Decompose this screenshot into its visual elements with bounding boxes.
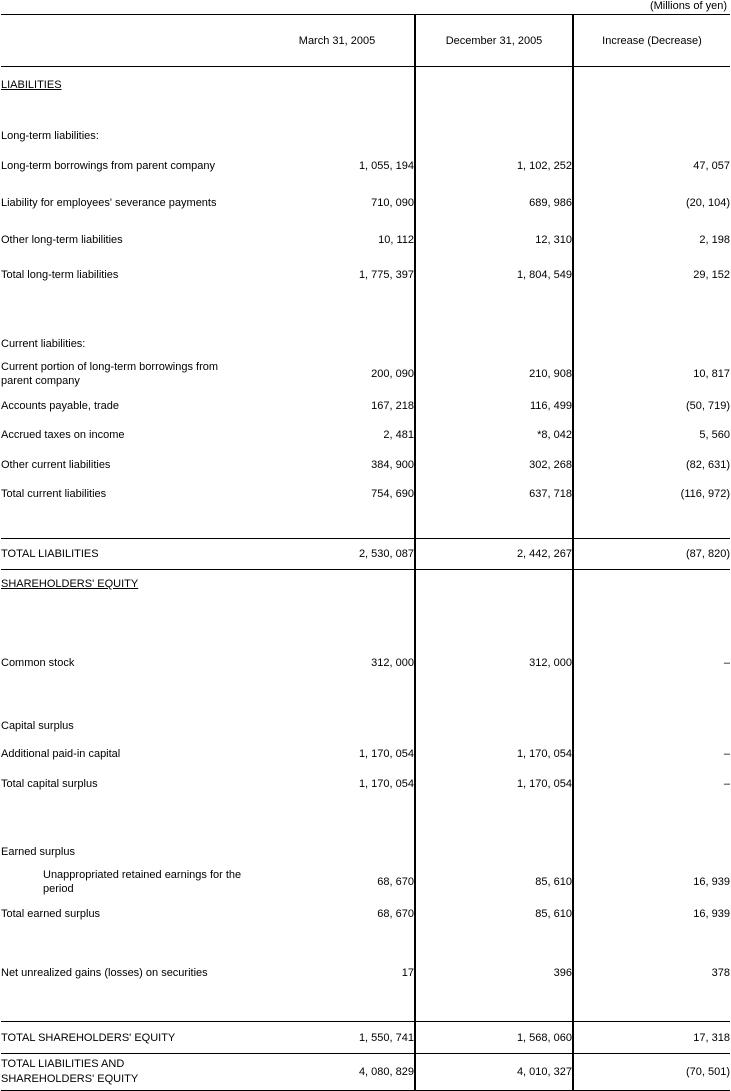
shareholders-equity-heading-row [1, 570, 730, 599]
row-label-accounts-payable: Accounts payable, trade [1, 399, 120, 412]
table-row [1, 183, 730, 223]
table-row [1, 420, 730, 450]
row-label-total-liabilities-and-equity [1, 1054, 260, 1091]
row-label-unappropriated-retained-earnings: Unappropriated retained earnings for the period [43, 869, 242, 895]
row-value-total-current-diff: (116, 972) [680, 487, 730, 500]
liabilities-heading-row [1, 67, 730, 104]
shareholders-equity-heading: SHAREHOLDERS' EQUITY [1, 578, 139, 590]
row-value-common-stock-prev: 312, 000 [371, 657, 414, 669]
row-value-net-unrealized-diff: 378 [711, 967, 730, 979]
row-value-total-liabilities-prev: 2, 530, 087 [260, 539, 415, 570]
balance-sheet-table [1, 14, 730, 1091]
row-value-long-term-borrowings-prev: 1, 055, 194 [358, 160, 414, 172]
total-liabilities-and-equity-row [1, 1054, 730, 1091]
row-value-total-liabilities-curr: 2, 442, 267 [415, 539, 573, 570]
spacer-row [1, 103, 730, 123]
row-value-current-portion-prev: 200, 090 [371, 368, 414, 380]
row-label-total-liabilities: TOTAL LIABILITIES [1, 539, 260, 570]
row-value-long-term-borrowings-diff: 47, 057 [693, 160, 730, 172]
row-value-other-current-diff: (82, 631) [685, 458, 730, 471]
row-value-total-liab-equity-prev: 4, 080, 829 [260, 1054, 415, 1091]
row-label-other-current: Other current liabilities [1, 458, 111, 471]
total-shareholders-equity-row [1, 1022, 730, 1054]
total-liabilities-row [1, 539, 730, 570]
row-label-current-portion: Current portion of long-term borrowings from parent company [1, 361, 219, 387]
table-row [1, 650, 730, 676]
row-value-total-capital-surplus-curr: 1, 170, 054 [415, 769, 573, 798]
row-value-total-equity-prev: 1, 550, 741 [260, 1022, 415, 1054]
row-value-unappropriated-diff: 16, 939 [693, 876, 730, 888]
header-col-increase-decrease: Increase (Decrease) [573, 15, 730, 67]
row-value-additional-paid-in-prev: 1, 170, 054 [358, 748, 414, 760]
row-label-other-long-term: Other long-term liabilities [1, 234, 123, 246]
row-value-total-earned-surplus-diff: 16, 939 [693, 908, 730, 920]
row-label-total-long-term: Total long-term liabilities [1, 269, 119, 281]
row-value-severance-diff: (20, 104) [685, 197, 730, 209]
row-value-common-stock-curr: 312, 000 [415, 650, 573, 676]
table-row [1, 769, 730, 798]
row-value-current-portion-diff: 10, 817 [693, 368, 730, 380]
row-value-accrued-taxes-curr: *8, 042 [415, 420, 573, 450]
table-row [1, 149, 730, 183]
header-col-december-2005: December 31, 2005 [415, 15, 573, 67]
row-value-total-capital-surplus-diff: – [723, 777, 730, 790]
row-value-long-term-borrowings-curr: 1, 102, 252 [415, 149, 573, 183]
spacer-row [1, 798, 730, 838]
capital-surplus-heading-row [1, 712, 730, 739]
row-value-severance-curr: 689, 986 [415, 183, 573, 223]
row-value-total-capital-surplus-prev: 1, 170, 054 [358, 777, 414, 790]
table-row [1, 739, 730, 769]
row-value-total-liab-equity-curr: 4, 010, 327 [415, 1054, 573, 1091]
row-value-unappropriated-prev: 68, 670 [377, 876, 414, 888]
spacer-row [1, 293, 730, 331]
spacer-row [1, 676, 730, 712]
spacer-row [1, 508, 730, 539]
table-row [1, 257, 730, 293]
row-value-net-unrealized-curr: 396 [415, 955, 573, 991]
header-label-cell [1, 15, 260, 67]
row-label-severance-payments: Liability for employees' severance payments [1, 197, 217, 209]
row-value-unappropriated-curr: 85, 610 [415, 865, 573, 899]
row-value-other-current-curr: 302, 268 [415, 450, 573, 479]
row-value-accrued-taxes-diff: 5, 560 [699, 429, 730, 441]
spacer-cell-diff [573, 67, 730, 104]
long-term-liabilities-heading: Long-term liabilities: [1, 130, 99, 142]
row-value-total-long-term-diff: 29, 152 [693, 269, 730, 281]
row-label-net-unrealized-gains: Net unrealized gains (losses) on securities [1, 967, 208, 979]
row-label-total-earned-surplus: Total earned surplus [1, 908, 101, 920]
row-label-total-shareholders-equity: TOTAL SHAREHOLDERS' EQUITY [1, 1022, 260, 1054]
row-value-additional-paid-in-diff: – [723, 748, 730, 760]
row-label-accrued-taxes: Accrued taxes on income [1, 429, 125, 441]
row-value-total-long-term-curr: 1, 804, 549 [415, 257, 573, 293]
row-value-total-equity-curr: 1, 568, 060 [415, 1022, 573, 1054]
row-value-other-current-prev: 384, 900 [371, 458, 414, 471]
capital-surplus-heading: Capital surplus [1, 719, 74, 732]
row-value-total-current-curr: 637, 718 [415, 479, 573, 508]
row-value-other-long-term-curr: 12, 310 [415, 223, 573, 257]
units-caption: (Millions of yen) [649, 0, 727, 12]
row-value-net-unrealized-prev: 17 [401, 967, 414, 979]
row-value-additional-paid-in-curr: 1, 170, 054 [415, 739, 573, 769]
earned-surplus-heading: Earned surplus [1, 845, 75, 858]
table-row [1, 357, 730, 391]
row-value-total-current-prev: 754, 690 [371, 487, 414, 500]
spacer-cell-curr [415, 67, 573, 104]
row-value-accounts-payable-diff: (50, 719) [685, 399, 730, 412]
row-value-accrued-taxes-prev: 2, 481 [383, 429, 414, 441]
table-row [1, 865, 730, 899]
row-value-accounts-payable-curr: 116, 499 [415, 391, 573, 420]
earned-surplus-heading-row [1, 838, 730, 865]
row-label-long-term-borrowings: Long-term borrowings from parent company [1, 160, 215, 172]
table-row [1, 223, 730, 257]
spacer-row [1, 598, 730, 650]
row-value-total-liabilities-diff: (87, 820) [573, 539, 730, 570]
row-label-total-capital-surplus: Total capital surplus [1, 777, 98, 790]
row-value-accounts-payable-prev: 167, 218 [371, 399, 414, 412]
table-row [1, 955, 730, 991]
header-col-march-2005: March 31, 2005 [260, 15, 415, 67]
row-label-total-current: Total current liabilities [1, 487, 107, 500]
row-value-current-portion-curr: 210, 908 [415, 357, 573, 391]
table-row [1, 479, 730, 508]
row-value-total-earned-surplus-prev: 68, 670 [377, 908, 414, 920]
table-header-row [1, 15, 730, 67]
total-liab-equity-line1: TOTAL LIABILITIES AND [1, 1058, 125, 1070]
row-value-common-stock-diff: – [723, 657, 730, 669]
spacer-row [1, 929, 730, 955]
row-value-other-long-term-diff: 2, 198 [699, 234, 730, 246]
current-liabilities-heading-row [1, 331, 730, 357]
liabilities-heading: LIABILITIES [1, 79, 62, 91]
row-label-additional-paid-in-capital: Additional paid-in capital [1, 748, 121, 760]
row-value-other-long-term-prev: 10, 112 [378, 234, 414, 246]
long-term-liabilities-heading-row [1, 123, 730, 149]
row-value-severance-prev: 710, 090 [371, 197, 414, 209]
table-row [1, 391, 730, 420]
spacer-cell-prev [260, 67, 415, 104]
row-value-total-equity-diff: 17, 318 [573, 1022, 730, 1054]
row-value-total-long-term-prev: 1, 775, 397 [358, 269, 414, 281]
row-label-common-stock: Common stock [1, 657, 75, 669]
current-liabilities-heading: Current liabilities: [1, 338, 86, 350]
table-row [1, 899, 730, 929]
table-row [1, 450, 730, 479]
spacer-row [1, 991, 730, 1022]
total-liab-equity-line2: SHAREHOLDERS' EQUITY [1, 1073, 139, 1085]
row-value-total-liab-equity-diff: (70, 501) [573, 1054, 730, 1091]
row-value-total-earned-surplus-curr: 85, 610 [415, 899, 573, 929]
